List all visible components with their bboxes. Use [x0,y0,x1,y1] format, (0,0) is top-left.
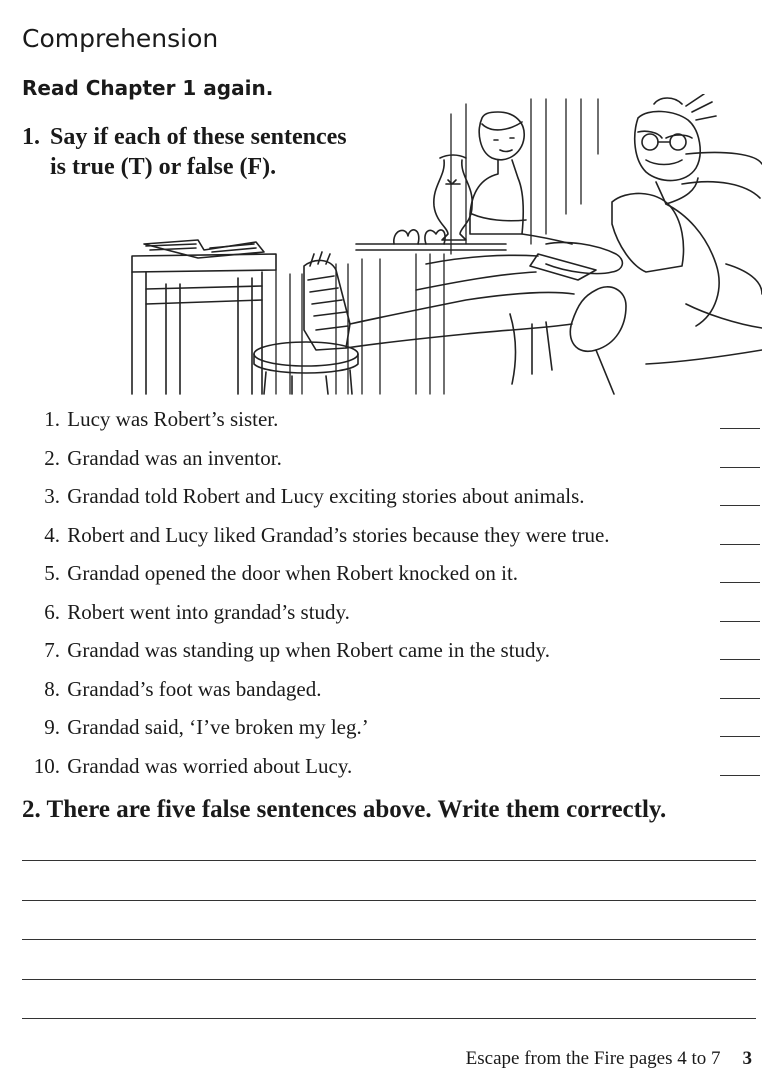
item-text: Grandad’s foot was bandaged. [67,676,322,701]
item-number: 4. [44,522,60,547]
list-item [20,674,762,713]
grandad-figure [346,94,719,384]
list-item [20,597,762,636]
answer-blank[interactable] [720,428,760,429]
girl-figure [470,112,572,244]
writing-lines [22,860,756,1058]
list-item [20,404,762,443]
item-text: Lucy was Robert’s sister. [67,407,279,431]
list-item [20,558,762,597]
answer-blank[interactable] [720,698,760,699]
answer-blank[interactable] [720,775,760,776]
item-number: 10. [33,753,60,778]
item-number: 3. [44,484,60,508]
answer-blank[interactable] [720,659,760,660]
bookshelf-lines [451,99,598,254]
question-1-line-2: is true (T) or false (F). [50,154,277,180]
question-1-line-1: Say if each of these sentences [50,124,347,150]
writing-line[interactable] [22,900,756,940]
answer-blank[interactable] [720,582,760,583]
item-number: 1. [44,407,60,431]
writing-line[interactable] [22,979,756,1019]
list-item [20,481,762,520]
item-text: Grandad was worried about Lucy. [67,753,353,778]
answer-blank[interactable] [720,621,760,622]
reading-instruction: Read Chapter 1 again. [22,76,274,100]
list-item [20,712,762,751]
answer-blank[interactable] [720,467,760,468]
shelf [356,230,506,250]
question-1-number: 1. [22,124,40,150]
answer-blank[interactable] [720,544,760,545]
table-with-book [132,240,276,394]
writing-line[interactable] [22,939,756,979]
grandad-and-girl-illustration [126,94,762,396]
item-text: Grandad told Robert and Lucy exciting stories about animals. [67,484,585,508]
item-number: 8. [44,676,60,701]
list-item [20,635,762,674]
item-text: Robert and Lucy liked Grandad’s stories because they were true. [67,522,610,547]
answer-blank[interactable] [720,505,760,506]
footer-title: Escape from the Fire pages 4 to 7 [465,1048,721,1069]
page-number: 3 [742,1048,752,1069]
list-item [20,520,762,559]
item-number: 7. [44,638,60,662]
answer-blank[interactable] [720,736,760,737]
item-text: Grandad opened the door when Robert knocked on it. [67,561,519,585]
item-text: Grandad was standing up when Robert came in the study. [67,638,550,662]
bandaged-foot [304,252,350,350]
list-item [20,751,762,790]
question-2: 2. There are five false sentences above. Write them correctly. [22,796,667,823]
writing-line[interactable] [22,860,756,900]
item-text: Robert went into grandad’s study. [67,599,350,624]
true-false-list [20,404,762,789]
item-number: 2. [44,445,60,470]
page-footer [466,1048,752,1070]
stool [254,342,358,394]
item-number: 6. [44,599,60,624]
page-heading: Comprehension [22,24,219,53]
item-number: 9. [44,715,60,739]
item-text: Grandad said, ‘I’ve broken my leg.’ [67,715,369,739]
list-item [20,443,762,482]
item-number: 5. [44,561,60,585]
item-text: Grandad was an inventor. [67,445,282,470]
